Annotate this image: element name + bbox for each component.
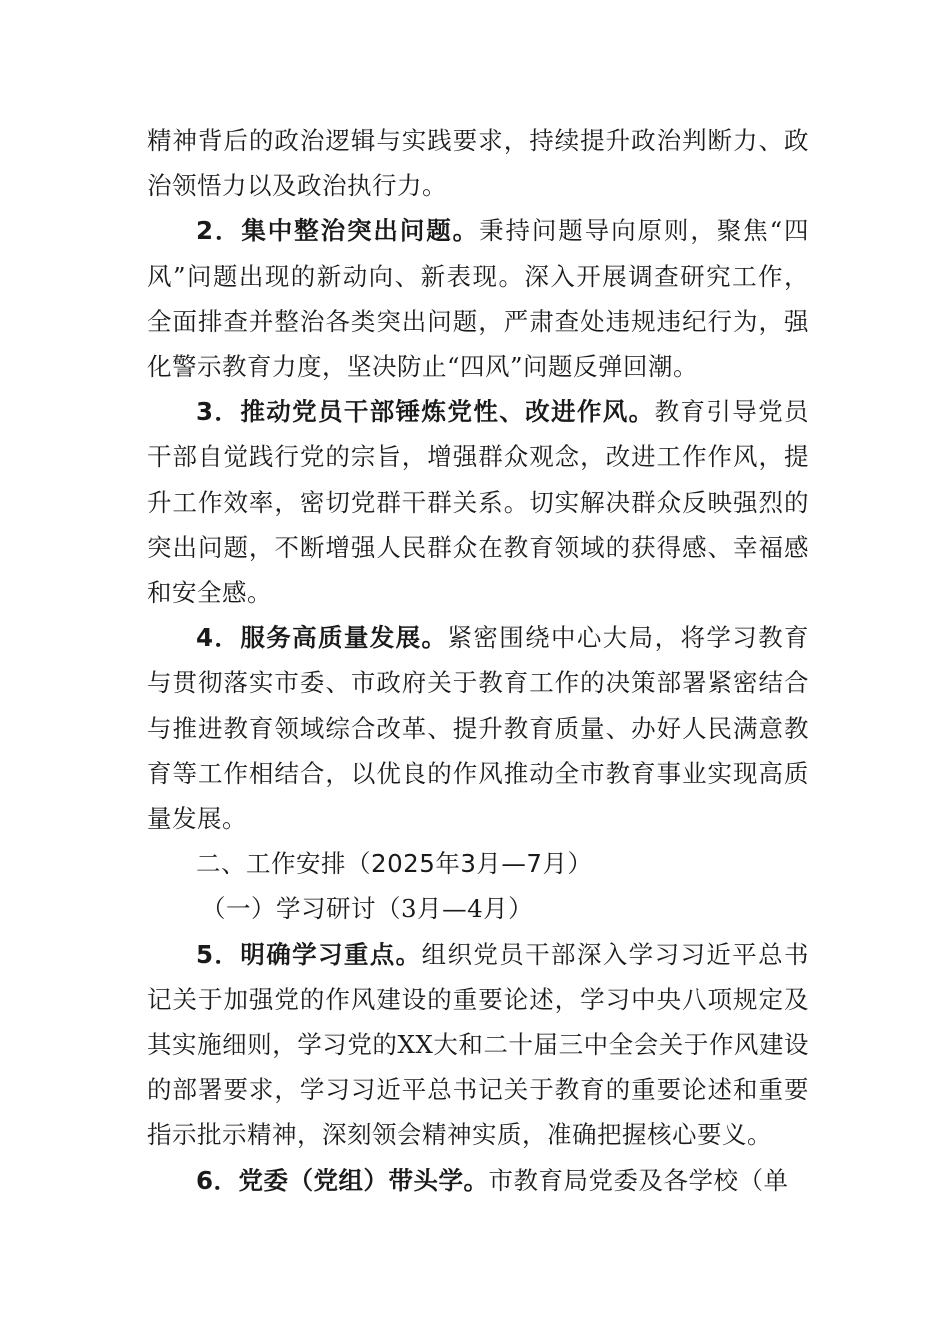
sub-heading: （一）学习研讨（3月—4月） bbox=[201, 894, 534, 924]
intro-paragraph: 精神背后的政治逻辑与实践要求，持续提升政治判断力、政治领悟力以及政治执行力。 bbox=[147, 126, 809, 201]
item-6-lead: 6．党委（党组）带头学。 bbox=[196, 1165, 489, 1195]
item-2-text: 秉持问题导向原则，聚焦“四风”问题出现的新动向、新表现。深入开展调查研究工作，全面排查并整治各类突出问题，严肃查处违规违纪行为，强化警示教育力度，坚决防止“四风”问题反弹回潮。 bbox=[147, 216, 810, 382]
item-5-lead: 5．明确学习重点。 bbox=[196, 939, 422, 969]
item-4-lead: 4．服务高质量发展。 bbox=[196, 623, 448, 653]
item-2-paragraph bbox=[147, 208, 809, 389]
section-heading: 二、工作安排（2025年3月—7月） bbox=[196, 849, 593, 879]
item-3-lead: 3．推动党员干部锤炼党性、改进作风。 bbox=[196, 397, 655, 427]
item-3-paragraph bbox=[147, 389, 809, 615]
item-6-paragraph bbox=[147, 1158, 809, 1203]
document-page bbox=[147, 118, 809, 1203]
item-3-text: 教育引导党员干部自觉践行党的宗旨，增强群众观念，改进工作作风，提升工作效率，密切党群干群关系。切实解决群众反映强烈的突出问题，不断增强人民群众在教育领域的获得感、幸福感和安全感。 bbox=[147, 397, 810, 608]
item-2-lead: 2．集中整治突出问题。 bbox=[196, 216, 480, 246]
item-4-paragraph bbox=[147, 615, 809, 841]
item-4-text: 紧密围绕中心大局，将学习教育与贯彻落实市委、市政府关于教育工作的决策部署紧密结合与推进教育领域综合改革、提升教育质量、办好人民满意教育等工作相结合，以优良的作风推动全市教育事业实现高质量发展。 bbox=[147, 623, 810, 834]
item-5-text: 组织党员干部深入学习习近平总书记关于加强党的作风建设的重要论述，学习中央八项规定及其实施细则，学习党的XX大和二十届三中全会关于作风建设的部署要求，学习习近平总书记关于教育的重要论述和重要指示批示精神，深刻领会精神实质，准确把握核心要义。 bbox=[147, 939, 810, 1150]
item-5-paragraph bbox=[147, 932, 809, 1158]
item-6-text: 市教育局党委及各学校（单 bbox=[488, 1165, 789, 1195]
